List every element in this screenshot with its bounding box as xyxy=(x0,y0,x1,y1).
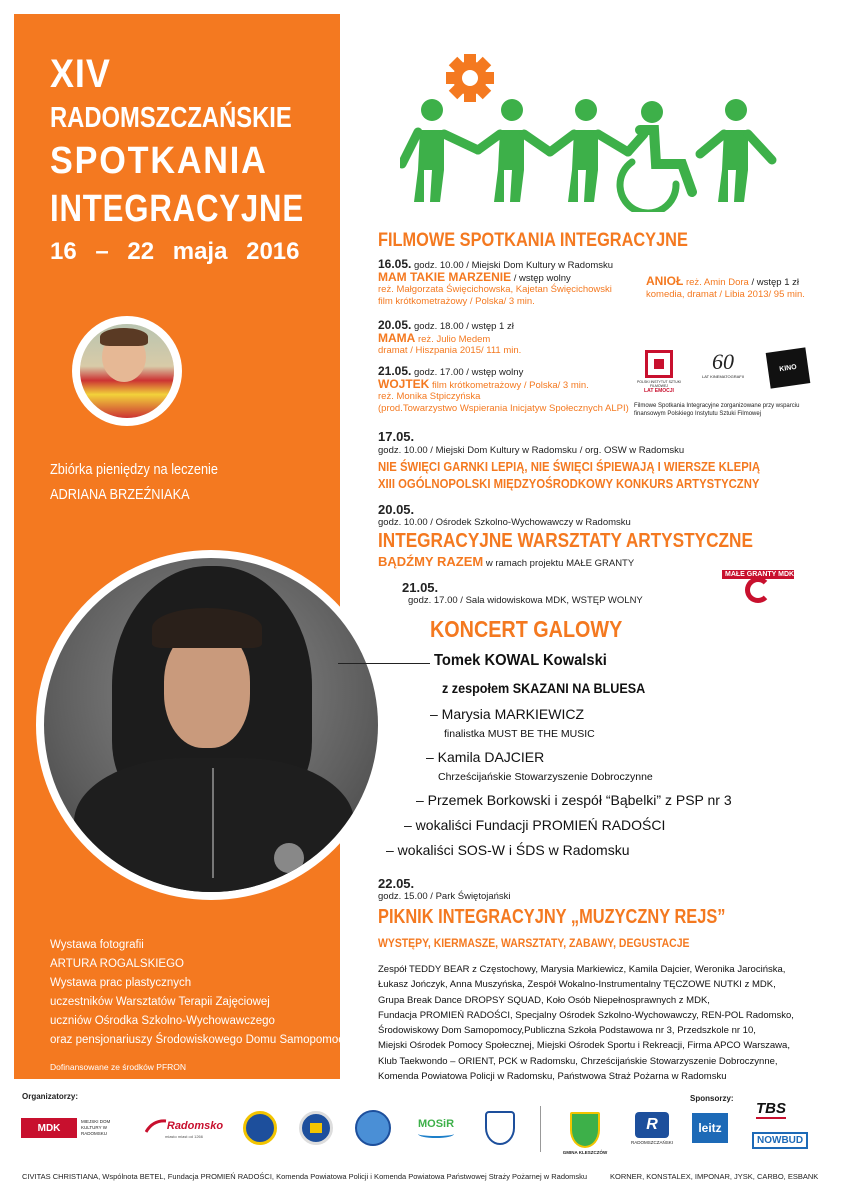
people-logo xyxy=(400,52,780,212)
film-event-2 xyxy=(378,320,521,357)
workshops-subtitle: BĄDŹMY RAZEM xyxy=(378,554,484,569)
film-reel-logo xyxy=(766,347,811,388)
performer-6: – wokaliści SOS-W i ŚDS w Radomsku xyxy=(386,842,630,858)
house-badge-logo xyxy=(296,1108,336,1148)
event-date: 16.05. xyxy=(378,257,412,271)
film-details: film krótkometrażowy / Polska/ 3 min. xyxy=(431,379,589,391)
mdk-mark: MDK xyxy=(21,1118,77,1138)
participant-line: Miejski Ośrodek Pomocy Społecznej, Miejski Ośrodek Sportu i Rekreacji, Firma APCO Warszawa, xyxy=(378,1040,790,1052)
film-reel-label: KINO xyxy=(778,363,798,373)
participant-line: Zespół TEDDY BEAR z Częstochowy, Marysia Markiewicz, Kamila Dajcier, Weronika Jarocińska, xyxy=(378,964,786,975)
title-line-1: RADOMSZCZAŃSKIE xyxy=(50,102,292,134)
picnic-subtitle: WYSTĘPY, KIERMASZE, WARSZTATY, ZABAWY, DEGUSTACJE xyxy=(378,936,690,950)
exhibition-line: Wystawa prac plastycznych xyxy=(50,977,192,989)
film-heading: FILMOWE SPOTKANIA INTEGRACYJNE xyxy=(378,230,688,251)
participant-line: Komenda Powiatowa Policji w Radomsku, Państwowa Straż Pożarna w Radomsku xyxy=(378,1071,727,1083)
event-date: 17.05. xyxy=(378,429,415,444)
mdk-label: MIEJSKI DOM KULTURY W RADOMSKU xyxy=(81,1119,111,1136)
event-info: godz. 10.00 / Miejski Dom Kultury w Radomsku / org. OSW w Radomsku xyxy=(378,445,685,456)
film-producer: (prod.Towarzystwo Wspierania Inicjatyw Społecznych ALPI) xyxy=(378,402,629,414)
connector-line xyxy=(338,663,430,664)
singer-photo xyxy=(36,550,386,900)
performer-5: – wokaliści Fundacji PROMIEŃ RADOŚCI xyxy=(404,817,666,833)
event-info: godz. 17.00 / wstęp wolny xyxy=(414,367,524,378)
picnic-event xyxy=(378,876,511,902)
event-date: 21.05. xyxy=(402,580,439,595)
film-entry: / wstęp wolny xyxy=(513,272,571,284)
sponsors-text: KORNER, KONSTALEX, IMPONAR, JYSK, CARBO, ESBANK xyxy=(610,1172,819,1181)
concert-title: KONCERT GALOWY xyxy=(430,616,623,642)
film-details: dramat / Hiszpania 2015/ 111 min. xyxy=(378,345,522,356)
pisf-label: POLSKI INSTYTUT SZTUKI FILMOWEJ xyxy=(636,380,682,388)
funding-note: Dofinansowane ze środków PFRON xyxy=(50,1062,187,1072)
performer-1-band: z zespołem SKAZANI NA BLUESA xyxy=(442,680,646,696)
exhibition-line: oraz pensjonariuszy Środowiskowego Domu Samopomocy xyxy=(50,1034,350,1046)
exhibition-line: Wystawa fotografii xyxy=(50,939,144,951)
gmina-logo xyxy=(556,1104,614,1162)
film-title: MAM TAKIE MARZENIE xyxy=(378,269,512,284)
anniversary-label: LAT KINEMATOGRAFII xyxy=(702,374,744,379)
film-event-3 xyxy=(378,366,629,414)
radomsko-label: Radomsko xyxy=(166,1119,224,1132)
footer-divider xyxy=(540,1106,541,1152)
sponsors-label: Sponsorzy: xyxy=(690,1094,734,1103)
film-support-note xyxy=(634,402,799,418)
edition-number: XIV xyxy=(50,52,111,96)
picnic-title: PIKNIK INTEGRACYJNY „MUZYCZNY REJS” xyxy=(378,906,726,928)
picnic-participants xyxy=(378,962,794,1084)
shield-logo xyxy=(478,1108,522,1148)
film-event-aniol xyxy=(646,276,805,300)
film-event-1 xyxy=(378,259,613,307)
film-title: ANIOŁ xyxy=(646,274,684,288)
mosir-logo xyxy=(410,1108,462,1148)
nowbud-logo xyxy=(752,1130,808,1152)
person-icon xyxy=(725,99,747,121)
event-date: 21.05. xyxy=(378,364,412,378)
gmina-label: GMINA KLESZCZÓW xyxy=(562,1149,608,1155)
film-director: reż. Monika Stpiczyńska xyxy=(378,391,481,402)
workshops-title: INTEGRACYJNE WARSZTATY ARTYSTYCZNE xyxy=(378,530,753,552)
film-title: MAMA xyxy=(378,330,416,345)
radomsko-logo xyxy=(138,1108,230,1148)
exhibition-line: ARTURA ROGALSKIEGO xyxy=(50,958,184,970)
leitz-logo xyxy=(690,1108,730,1148)
fundraiser-name: ADRIANA BRZEŹNIAKA xyxy=(50,486,190,503)
home-icon xyxy=(310,1123,322,1133)
event-date: 22.05. xyxy=(378,876,415,891)
event-date: 20.05. xyxy=(378,318,412,332)
film-directors: reż. Małgorzata Święcichowska, Kajetan Święcichowski xyxy=(378,284,612,295)
performer-3-note: Chrześcijańskie Stowarzyszenie Dobroczynne xyxy=(438,771,653,783)
wave-badge-logo xyxy=(352,1108,394,1148)
title-line-3: INTEGRACYJNE xyxy=(50,188,304,230)
gear-icon xyxy=(446,54,494,102)
event-info: godz. 17.00 / Sala widowiskowa MDK, WSTĘP WOLNY xyxy=(408,595,643,606)
performer-3: – Kamila DAJCIER xyxy=(426,749,545,765)
child-photo xyxy=(72,316,182,426)
event-info: godz. 15.00 / Park Świętojański xyxy=(378,891,511,902)
film-entry: / wstęp 1 zł xyxy=(751,277,799,288)
support-line: finansowym Polskiego Instytutu Sztuki Filmowej xyxy=(634,411,762,417)
tbs-logo xyxy=(756,1100,806,1120)
person-icon xyxy=(575,99,597,121)
festival-dates: 16 – 22 maja 2016 xyxy=(50,238,300,265)
participant-line: Fundacja PROMIEŃ RADOŚCI, Specjalny Ośrodek Szkolno-Wychowawczy, REN-POL Radomsko, xyxy=(378,1009,794,1021)
workshops-event xyxy=(378,502,814,569)
participant-line: Łukasz Jończyk, Anna Muszyńska, Zespół Wokalno-Instrumentalny TĘCZOWE NUTKI z MDK, xyxy=(378,979,776,991)
event-info: godz. 10.00 / Ośrodek Szkolno-Wychowawczy w Radomsku xyxy=(378,517,631,528)
school-badge-logo xyxy=(240,1108,280,1148)
male-granty-label: MAŁE GRANTY MDK xyxy=(722,570,794,579)
nowbud-label: NOWBUD xyxy=(752,1132,808,1149)
film-details: komedia, dramat / Libia 2013/ 95 min. xyxy=(646,288,805,300)
contest-title: NIE ŚWIĘCI GARNKI LEPIĄ, NIE ŚWIĘCI ŚPIEWAJĄ I WIERSZE KLEPIĄ xyxy=(378,459,761,474)
male-granty-logo xyxy=(722,570,794,606)
participant-line: Klub Taekwondo – ORIENT, PCK w Radomsku, Chrześcijańskie Stowarzyszenie Dobroczynne, xyxy=(378,1055,778,1067)
film-title: WOJTEK xyxy=(378,376,430,391)
support-line: Filmowe Spotkania Integracyjne zorganizowane przy wsparciu xyxy=(634,403,800,409)
workshops-project: w ramach projektu MAŁE GRANTY xyxy=(485,558,635,569)
contest-subtitle: XIII OGÓLNOPOLSKI MIĘDZYOŚRODKOWY KONKURS ARTYSTYCZNY xyxy=(378,476,760,491)
event-info: godz. 10.00 / Miejski Dom Kultury w Radomsku xyxy=(414,260,614,271)
pisf-logo xyxy=(634,350,684,398)
participant-line: Grupa Break Dance DROPSY SQUAD, Koło Osób Niepełnosprawnych z MDK, xyxy=(378,994,710,1006)
lat-emocji-label: LAT EMOCJI xyxy=(644,388,674,394)
concert-event xyxy=(402,580,643,606)
radomsko-sub: miasto miast od 1266 xyxy=(164,1133,204,1139)
powiat-label: RADOMSZCZAŃSKI xyxy=(630,1139,673,1145)
wheelchair-icon xyxy=(641,101,663,123)
performer-4: – Przemek Borkowski i zespół “Bąbelki” z PSP nr 3 xyxy=(416,792,732,808)
swoosh-icon xyxy=(145,1118,167,1134)
film-director: reż. Julio Medem xyxy=(417,333,491,345)
performer-1: Tomek KOWAL Kowalski xyxy=(434,652,607,669)
performer-2-note: finalistka MUST BE THE MUSIC xyxy=(444,728,595,740)
organizers-label: Organizatorzy: xyxy=(22,1092,79,1101)
participant-line: Środowiskowy Dom Samopomocy,Publiczna Szkoła Podstawowa nr 3, Przedszkole nr 10, xyxy=(378,1025,756,1037)
anniversary-logo xyxy=(698,350,748,390)
event-info: godz. 18.00 / wstęp 1 zł xyxy=(414,321,514,332)
film-director: reż. Amin Dora xyxy=(685,277,749,288)
contest-event xyxy=(378,429,817,491)
exhibition-info xyxy=(50,936,350,1050)
exhibition-line: uczniów Ośrodka Szkolno-Wychowawczego xyxy=(50,1015,275,1027)
organizers-text: CIVITAS CHRISTIANA, Wspólnota BETEL, Fundacja PROMIEŃ RADOŚCI, Komenda Powiatowa Policji i Komenda Powiatowa Państwowej Straży Pożarnej w Radomsku xyxy=(22,1172,588,1181)
leitz-label: leitz xyxy=(692,1113,728,1143)
powiat-logo: R RADOMSZCZAŃSKI xyxy=(624,1108,680,1148)
person-icon xyxy=(501,99,523,121)
title-line-2: SPOTKANIA xyxy=(50,140,268,182)
exhibition-line: uczestników Warsztatów Terapii Zajęciowej xyxy=(50,996,270,1008)
mdk-logo xyxy=(20,1108,132,1148)
event-date: 20.05. xyxy=(378,502,415,517)
tbs-label: TBS xyxy=(756,1100,786,1117)
performer-2: – Marysia MARKIEWICZ xyxy=(430,706,585,722)
person-icon xyxy=(421,99,443,121)
fundraiser-line-1: Zbiórka pieniędzy na leczenie xyxy=(50,461,218,478)
film-details: film krótkometrażowy / Polska/ 3 min. xyxy=(378,295,535,307)
anniversary-number: 60 xyxy=(712,349,734,374)
mosir-label: MOSiR xyxy=(417,1118,455,1130)
